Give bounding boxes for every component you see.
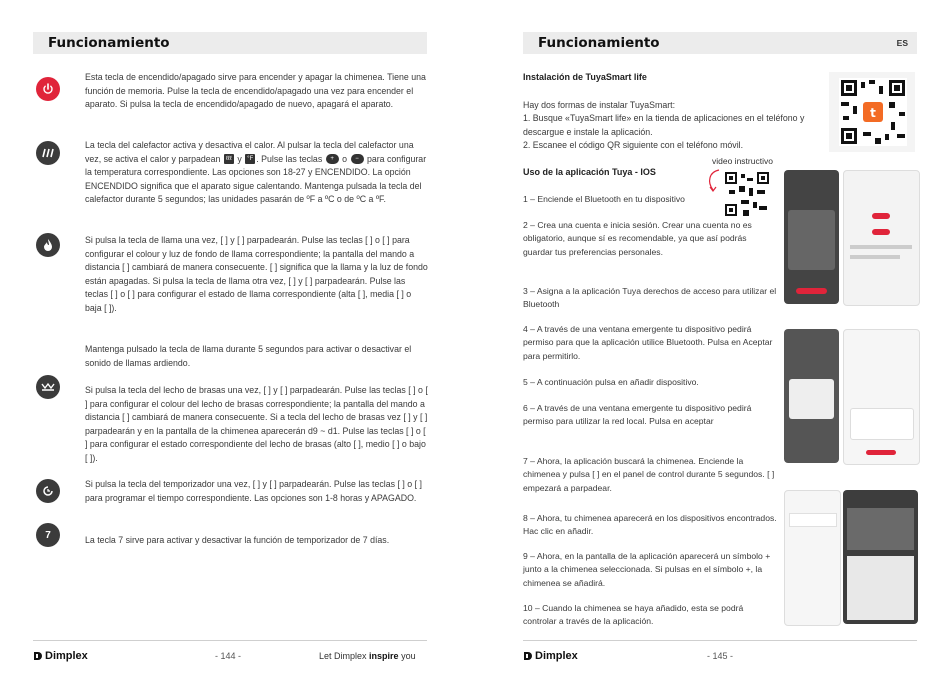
- arrow-icon: [705, 168, 725, 194]
- heater-text-b: y: [237, 153, 242, 164]
- phone-screenshot-6: [843, 490, 918, 624]
- language-badge: ES: [896, 38, 908, 48]
- install-step-1: 1. Busque «TuyaSmart life» en la tienda de aplicaciones en el teléfono y descargue e instale la aplicación.: [523, 113, 805, 137]
- right-footer-divider: [523, 640, 917, 641]
- temp-display-icon: °F: [247, 156, 254, 163]
- right-page-title: Funcionamiento: [538, 35, 660, 51]
- tagline: [319, 651, 416, 661]
- heat-symbol-icon: ℓℓℓ: [224, 154, 234, 164]
- left-footer-logo: [33, 650, 88, 662]
- step-9: 9 – Ahora, en la pantalla de la aplicación aparecerá un símbolo + junto a la chimenea seleccionada. Si pulsas en el símbolo +, la chimenea se añadirá.: [523, 551, 771, 588]
- flame-sound-description: Mantenga pulsado la tecla de llama durante 5 segundos para activar o desactivar el sonido de llamas ardiendo.: [85, 344, 412, 368]
- tagline-part-a: Let Dimplex: [319, 651, 367, 661]
- heater-description: [85, 139, 430, 207]
- step-6: 6 – A través de una ventana emergente tu dispositivo pedirá permiso para utilizar la red local. Pulsa en aceptar: [523, 403, 752, 427]
- tagline-part-b: inspire: [369, 651, 399, 661]
- video-label: video instructivo: [712, 156, 773, 166]
- right-header-bar: [523, 32, 917, 54]
- ember-bed-icon: [36, 375, 60, 399]
- right-brand-name: Dimplex: [535, 650, 578, 662]
- tuya-qr-code: [829, 72, 915, 152]
- plus-key-icon: +: [326, 154, 339, 164]
- left-header-bar: [33, 32, 427, 54]
- heater-text-e: para configurar la temperatura correspondiente. Las opciones son 18-27 y ENCENDIDO. La opción ENCENDIDO significa que el aparato sigue calentando. Mantenga pulsada la tecla del calefactor durante 5 segundos; las unidades pasarán de ºF a ºC o de ºC a ºF.: [85, 153, 427, 205]
- step-7: 7 – Ahora, la aplicación buscará la chimenea. Enciende la chimenea y pulsa [ ] en el panel de control durante 5 segundos. [ ] empezará a parpadear.: [523, 456, 775, 493]
- step-8: 8 – Ahora, tu chimenea aparecerá en los dispositivos encontrados. Hac clic en añadir.: [523, 513, 777, 537]
- seven-day-description: La tecla 7 sirve para activar y desactivar la función de temporizador de 7 días.: [85, 535, 390, 545]
- seven-icon-label: 7: [45, 529, 51, 541]
- step-1: 1 – Enciende el Bluetooth en tu dispositivo: [523, 194, 685, 204]
- step-2: 2 – Crea una cuenta e inicia sesión. Crear una cuenta no es obligatorio, aunque sí es recomendable, ya que así podrás guardar tus preferencias personales.: [523, 220, 752, 257]
- dimplex-logo-icon: [523, 651, 533, 661]
- flame-description: Si pulsa la tecla de llama una vez, [ ] y [ ] parpadearán. Pulse las teclas [ ] o [ ] para configurar el colour y luz de fondo de llama correspondiente; la pantalla del mando a distancia [ ] cambiará de manera consecuente. [ ] significa que la llama y la luz de fondo están apagadas. Si pulsa la tecla de llama otra vez, [ ] y [ ] parpadearán. Pulse las teclas [ ] o [ ] para configurar el estado de llama correspondiente (alta [ ], media [ ] o baja [ ]).: [85, 235, 428, 313]
- ember-bed-description: Si pulsa la tecla del lecho de brasas una vez, [ ] y [ ] parpadearán. Pulse las teclas [ ] o [ ] para configurar el colour del lecho de brasas correspondiente; la pantalla del mando a distancia [ ] cambiará de manera consecuente. Si a tecla del lecho de brasas vez [ ] y [ ] parpadearán y en la pantalla de la chimenea aparecerán d9 ~ d1. Pulse las teclas [ ] o [ ] para configurar el estado correspondiente del lecho de brasas (alto [ ], medio [ ] o bajo [ ]).: [85, 385, 428, 463]
- seven-icon: [36, 523, 60, 547]
- usage-title: Uso de la aplicación Tuya - IOS: [523, 167, 656, 177]
- step-5: 5 – A continuación pulsa en añadir dispositivo.: [523, 377, 699, 387]
- install-intro: Hay dos formas de instalar TuyaSmart:: [523, 100, 676, 110]
- heater-text-d: o: [342, 153, 348, 164]
- timer-icon: [36, 479, 60, 503]
- left-brand-name: Dimplex: [45, 650, 88, 662]
- tagline-part-c: you: [401, 651, 416, 661]
- svg-text:t: t: [870, 106, 876, 120]
- phone-screenshot-5: [784, 490, 841, 626]
- install-step-2: 2. Escanee el código QR siguiente con el teléfono móvil.: [523, 140, 744, 150]
- flame-icon: [36, 233, 60, 257]
- left-page-title: Funcionamiento: [48, 35, 170, 51]
- step-4: 4 – A través de una ventana emergente tu dispositivo pedirá permiso para que la aplicación utilice Bluetooth. Pulsa en Aceptar para permitirlo.: [523, 324, 773, 361]
- dimplex-logo-icon: [33, 651, 43, 661]
- minus-key-icon: −: [351, 154, 364, 164]
- install-title: Instalación de TuyaSmart life: [523, 72, 647, 82]
- step-3: 3 – Asigna a la aplicación Tuya derechos de acceso para utilizar el Bluetooth: [523, 286, 777, 310]
- heater-text-c: . Pulse las teclas: [256, 153, 323, 164]
- right-page: [475, 0, 950, 674]
- right-footer-logo: [523, 650, 578, 662]
- timer-description: Si pulsa la tecla del temporizador una vez, [ ] y [ ] parpadearán. Pulse las teclas [ ] o [ ] para programar el tiempo correspondiente. Las opciones son 1-8 horas y APAGADO.: [85, 479, 422, 503]
- heater-icon: [36, 141, 60, 165]
- left-page-number: - 144 -: [215, 651, 242, 661]
- power-description: Esta tecla de encendido/apagado sirve para encender y apagar la chimenea. Tiene una función de memoria. Pulse la tecla de encendido/apagado una vez para encender el aparato. Si pulsa la tecla de encendido/apagado de nuevo, apagará el aparato.: [85, 72, 426, 110]
- step-10: 10 – Cuando la chimenea se haya añadido, esta se podrá controlar a través de la aplicación.: [523, 603, 744, 627]
- heater-text-a: La tecla del calefactor activa y desactiva el calor. Al pulsar la tecla del calefactor una vez, se activa el calor y parpadean: [85, 140, 414, 164]
- phone-screenshot-3: [784, 329, 839, 463]
- right-page-number: - 145 -: [707, 651, 734, 661]
- phone-screenshot-2: [843, 170, 920, 306]
- left-footer-divider: [33, 640, 427, 641]
- power-icon: [36, 77, 60, 101]
- phone-screenshot-4: [843, 329, 920, 465]
- phone-screenshot-1: [784, 170, 839, 304]
